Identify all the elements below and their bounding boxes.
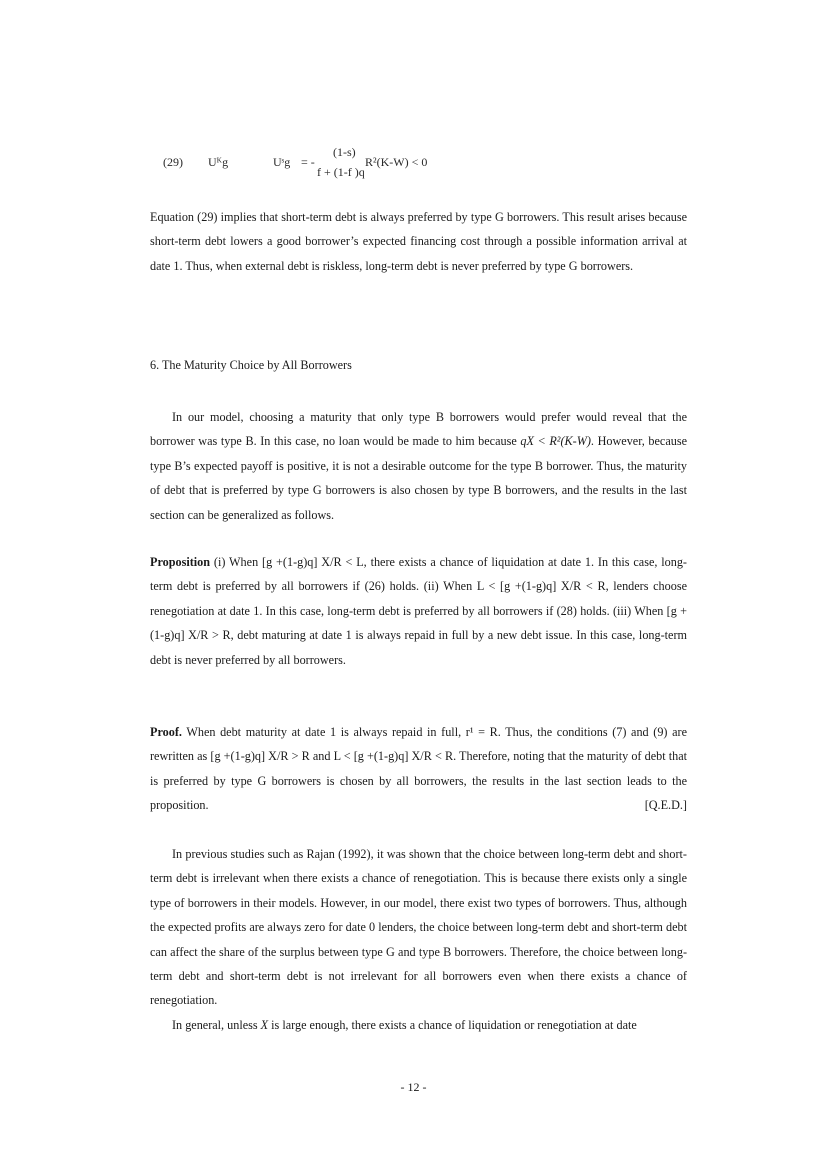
equation-lhs: Uᴷg [208, 155, 229, 169]
paragraph-4-math: X [260, 1018, 269, 1032]
paragraph-2 [150, 405, 687, 527]
paragraph-4-part-b: is large enough, there exists a chance of liquidation or renegotiation at date [268, 1018, 637, 1032]
equation-denominator: f + (1-f )q [317, 165, 365, 179]
equation-tail: R²(K-W) < 0 [365, 155, 428, 169]
section-heading: 6. The Maturity Choice by All Borrowers [150, 358, 352, 372]
paragraph-4-part-a: In general, unless [172, 1018, 261, 1032]
page-number: - 12 - [400, 1080, 427, 1094]
proof-text: When debt maturity at date 1 is always repaid in full, r¹ = R. Thus, the conditions (7) and (9) are rewritten as [g +(1-g)q] X/R > R and L < [g +(1-g)q] X/R < R. Therefore, noting that the maturity of debt that is preferred by type G borrowers is chosen by all borrowers, the results in the last section leads to the proposition. [150, 725, 687, 813]
proof-label: Proof. [150, 725, 182, 739]
proof-paragraph [150, 720, 687, 818]
qed-marker: [Q.E.D.] [644, 798, 687, 813]
paragraph-4 [150, 1013, 687, 1037]
proposition-text: (i) When [g +(1-g)q] X/R < L, there exists a chance of liquidation at date 1. In this case, long-term debt is preferred by all borrowers if (26) holds. (ii) When L < [g +(1-g)q] X/R < R, lenders choose renegotiation at date 1. In this case, long-term debt is preferred by all borrowers if (28) holds. (iii) When [g +(1-g)q] X/R > R, debt maturing at date 1 is always repaid in full by a new debt issue. In this case, long-term debt is never preferred by all borrowers. [150, 555, 687, 667]
paragraph-1: Equation (29) implies that short-term debt is always preferred by type G borrowers. This result arises because short-term debt lowers a good borrower’s expected financing cost through a possible information arrival at date 1. Thus, when external debt is riskless, long-term debt is never preferred by type G borrowers. [150, 210, 687, 273]
proposition-paragraph [150, 550, 687, 672]
paragraph-2-part-a: In our model, choosing a maturity that only type B borrowers would prefer would reveal that the borrower was type B. In this case, no loan would be made to him because [150, 410, 687, 449]
equation-number: (29) [163, 155, 183, 169]
equation-numerator: (1-s) [333, 145, 356, 159]
equation-mid: Uˢg [273, 155, 291, 169]
equation-sign: = - [301, 155, 315, 169]
proposition-label: Proposition [150, 555, 211, 569]
paragraph-2-part-b: . However, because type B’s expected payoff is positive, it is not a desirable outcome for the type B borrower. Thus, the maturity of debt that is preferred by type G borrowers is also chosen by type B borrowers, and the results in the last section can be generalized as follows. [150, 434, 687, 522]
paragraph-2-math: qX < R²(K-W) [520, 434, 591, 449]
paragraph-3: In previous studies such as Rajan (1992), it was shown that the choice between long-term debt and short-term debt is irrelevant when there exists a chance of renegotiation. This is because there exists only a single type of borrowers in their models. However, in our model, there exist two types of borrowers. Thus, although the expected profits are always zero for date 0 lenders, the choice between long-term debt and short-term debt can affect the share of the surplus between type G and type B borrowers. Therefore, the choice between long-term debt and short-term debt is not irrelevant for all borrowers even when there exists a chance of renegotiation. [150, 847, 687, 1008]
equation-29 [163, 143, 483, 187]
